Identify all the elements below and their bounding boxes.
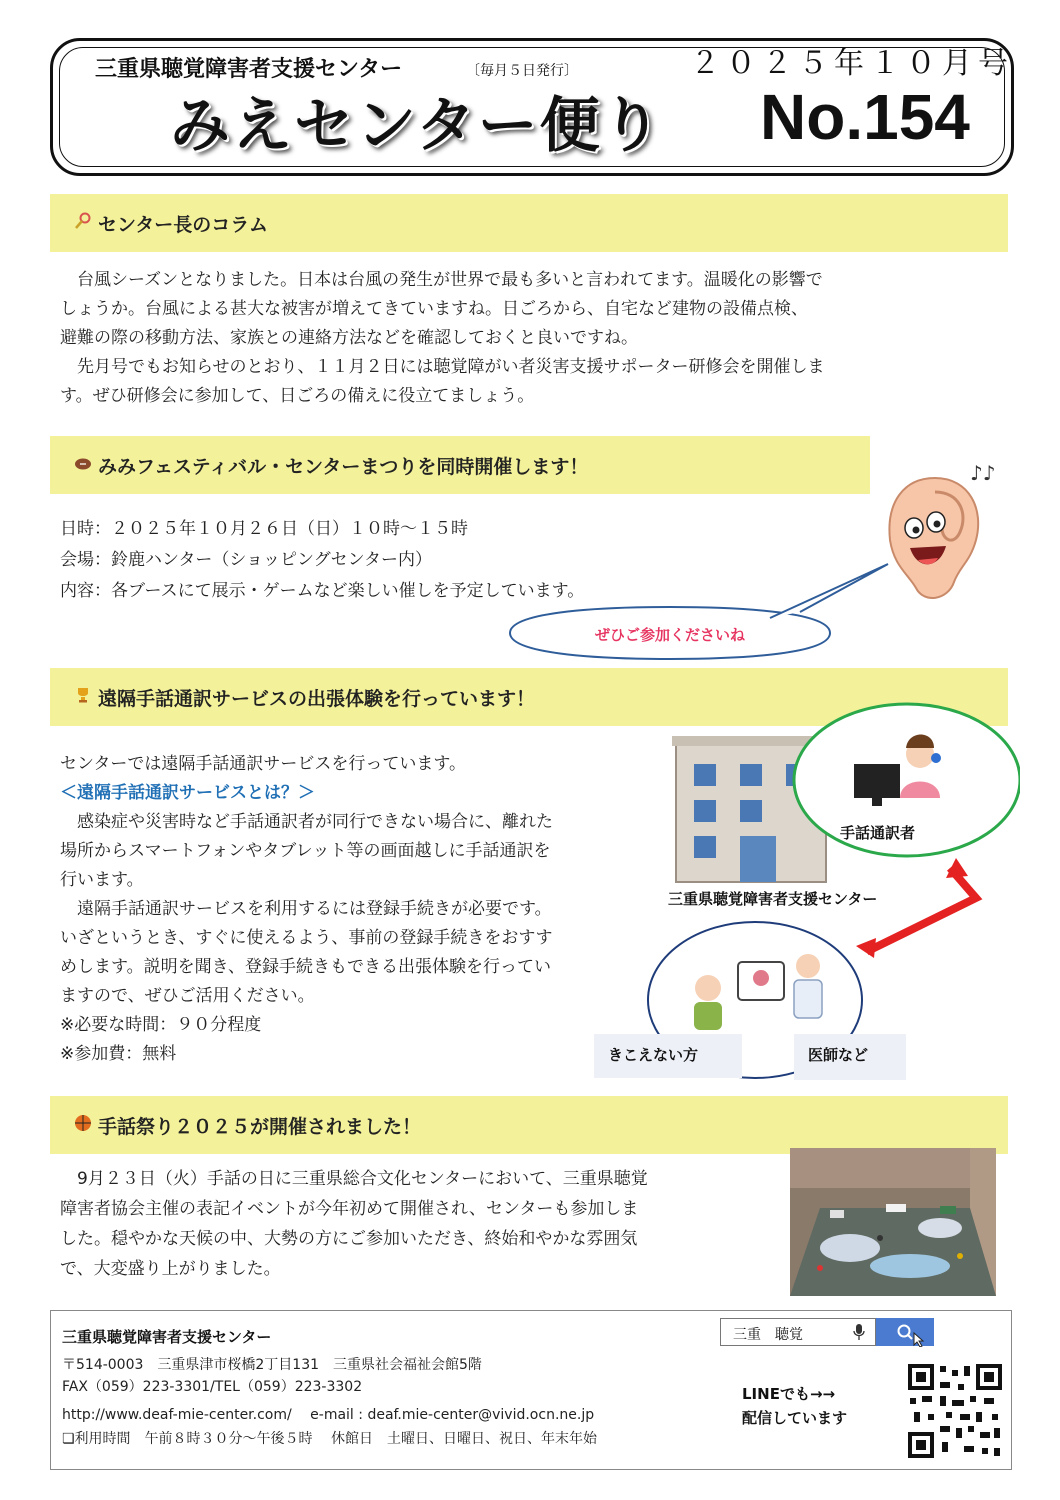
remote-subheading: ＜遠隔手話通訳サービスとは？＞ [60, 783, 315, 803]
search-icon [896, 1323, 926, 1347]
column-heading [50, 194, 1008, 252]
label-deaf-person: きこえない方 [594, 1034, 742, 1078]
remote-heading-text: 遠隔手話通訳サービスの出張体験を行っています！ [98, 687, 536, 710]
festival-line: 日時：２０２５年１０月２６日（日）１０時～１５時 [60, 519, 468, 539]
festival-body [60, 514, 760, 607]
issue-frequency: 〔毎月５日発行〕 [466, 63, 578, 79]
newsletter-title: みえセンター便り [170, 91, 664, 161]
line-notice [742, 1382, 847, 1430]
festival2025-line: した。穏やかな天候の中、大勢の方にご参加いただき、終始和やかな雰囲気 [60, 1229, 638, 1249]
footer-hours: ❏利用時間 午前８時３０分～午後５時 休館日 土曜日、日曜日、祝日、年末年始 [62, 1431, 597, 1447]
label-doctor: 医師など [794, 1034, 906, 1080]
search-input-text: 三重 聴覚 [733, 1327, 803, 1343]
festival-heading-text: みみフェスティバル・センターまつりを同時開催します！ [98, 455, 589, 478]
music-note-icon [968, 458, 1008, 488]
football-icon [72, 456, 94, 475]
remote-intro: センターでは遠隔手話通訳サービスを行っています。 [60, 754, 466, 774]
label-interpreter: 手話通訳者 [840, 824, 916, 842]
festival2025-line: 障害者協会主催の表記イベントが今年初めて開催され、センターも参加しま [60, 1199, 639, 1219]
festival-heading [50, 436, 870, 494]
footer-org: 三重県聴覚障害者支援センター [62, 1328, 272, 1346]
remote-body [60, 750, 620, 1069]
festival2025-heading-text: 手話祭り２０２５が開催されました！ [98, 1115, 422, 1138]
remote-line: 場所からスマートフォンやタブレット等の画面越しに手話通訳を [60, 841, 551, 861]
trophy-icon [72, 686, 94, 708]
microphone-icon [853, 1324, 865, 1340]
label-center: 三重県聴覚障害者支援センター [668, 890, 878, 908]
line-notice-2: 配信しています [742, 1409, 848, 1427]
key-icon [72, 212, 94, 234]
svg-text:♪♪: ♪♪ [970, 461, 996, 485]
festival-line: 内容：各ブースにて展示・ゲームなど楽しい催しを予定しています。 [60, 581, 585, 601]
column-heading-text: センター長のコラム [98, 213, 269, 236]
festival2025-line: で、大変盛り上がりました。 [60, 1259, 281, 1279]
masthead-org: 三重県聴覚障害者支援センター [95, 57, 403, 82]
column-line: 台風シーズンとなりました。日本は台風の発生が世界で最も多いと言われてます。温暖化の影響で [60, 270, 823, 290]
remote-line: 感染症や災害時など手話通訳者が同行できない場合に、離れた [60, 812, 553, 832]
remote-line: ※必要な時間：９０分程度 [60, 1015, 262, 1035]
column-line: しょうか。台風による甚大な被害が増えてきていますね。日ごろから、自宅など建物の設備点検、 [60, 299, 808, 319]
remote-line: ますので、ぜひご活用ください。 [60, 986, 315, 1006]
remote-line: ※参加費：無料 [60, 1044, 177, 1064]
issue-number: No.154 [760, 81, 970, 153]
column-line: 避難の際の移動方法、家族との連絡方法などを確認しておくと良いですね。 [60, 328, 638, 348]
festival-line: 会場：鈴鹿ハンター（ショッピングセンター内） [60, 550, 432, 570]
column-line: す。ぜひ研修会に参加して、日ごろの備えに役立てましょう。 [60, 386, 535, 406]
search-input[interactable] [720, 1318, 876, 1346]
remote-line: めします。説明を聞き、登録手続きもできる出張体験を行ってい [60, 957, 551, 977]
ear-character-illustration [880, 470, 990, 610]
line-notice-1: LINEでも→→ [742, 1385, 836, 1403]
festival2025-line: 9月２３日（火）手話の日に三重県総合文化センターにおいて、三重県聴覚 [60, 1169, 648, 1189]
speech-bubble-text: ぜひご参加くださいね [594, 626, 745, 644]
search-button[interactable] [876, 1318, 934, 1346]
remote-line: 遠隔手話通訳サービスを利用するには登録手続きが必要です。 [60, 899, 552, 919]
column-line: 先月号でもお知らせのとおり、１１月２日には聴覚障がい者災害支援サポーター研修会を開催しま [60, 357, 825, 377]
remote-line: 行います。 [60, 870, 144, 890]
qr-code[interactable] [906, 1362, 1004, 1460]
event-photo [790, 1148, 996, 1296]
footer-address: 〒514-0003 三重県津市桜橋2丁目131 三重県社会福祉会館5階 [62, 1357, 482, 1373]
basketball-icon [72, 1114, 94, 1136]
speech-bubble-tail [760, 560, 890, 620]
issue-date: ２０２５年１０月号 [690, 46, 1014, 81]
column-body [60, 266, 1000, 411]
footer-web[interactable]: http://www.deaf-mie-center.com/ e-mail : deaf.mie-center@vivid.ocn.ne.jp [62, 1407, 595, 1423]
remote-line: いざというとき、すぐに使えるよう、事前の登録手続きをおすす [60, 928, 553, 948]
festival2025-body [60, 1164, 770, 1284]
festival2025-heading [50, 1096, 1008, 1154]
footer-phone: FAX（059）223-3301/TEL（059）223-3302 [62, 1379, 363, 1395]
